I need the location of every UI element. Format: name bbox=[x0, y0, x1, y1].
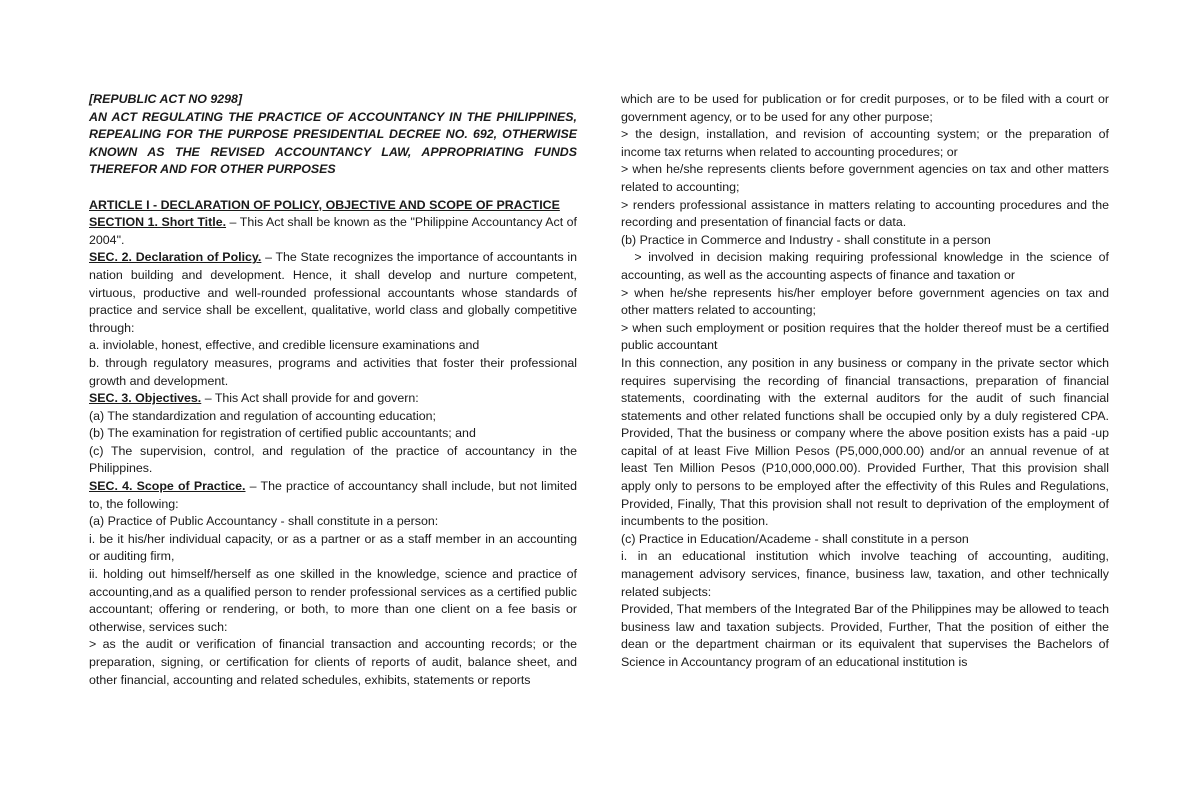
section-4-heading: SEC. 4. Scope of Practice. bbox=[89, 479, 246, 494]
section-3 bbox=[89, 390, 577, 408]
section-2 bbox=[89, 249, 577, 337]
paragraph: Provided, That members of the Integrated Bar of the Philippines may be allowed to teach business law and taxation subjects. Provided, Further, That the position of either the dean or the department chairman or its equivalent that supervises the Bachelors of Science in Accountancy program of an educational institution is bbox=[621, 602, 1109, 669]
paragraph: In this connection, any position in any business or company in the private sector which requires supervising the recording of financial transactions, preparation of financial statements, coordinating with the external auditors for the audit of such financial statements and other related functions shall be occupied only by a duly registered CPA. Provided, That the business or company where the above position exists has a paid -up capital of at least Five Million Pesos (P5,000,000.00) and/or an annual revenue of at least Ten Million Pesos (P10,000,000.00). Provided Further, That this provision shall apply only to persons to be employed after the effectivity of this Rules and Regulations, Provided, Finally, That this provision shall not result to deprivation of the employment of incumbents to the position. bbox=[621, 355, 1109, 529]
section-2-item: b. through regulatory measures, programs and activities that foster their professional growth and development. bbox=[89, 355, 577, 388]
section-3-item: (b) The examination for registration of certified public accountants; and bbox=[89, 426, 476, 441]
section-3-heading: SEC. 3. Objectives. bbox=[89, 391, 202, 406]
paragraph: > the design, installation, and revision of accounting system; or the preparation of income tax returns when related to accounting procedures; or bbox=[621, 127, 1109, 159]
paragraph: i. in an educational institution which involve teaching of accounting, auditing, management advisory services, finance, business law, taxation, and other technically related subjects: bbox=[621, 549, 1109, 599]
paragraph: (b) Practice in Commerce and Industry - shall constitute in a person bbox=[621, 232, 991, 247]
act-number: [REPUBLIC ACT NO 9298] bbox=[89, 92, 243, 106]
paragraph: > when such employment or position requires that the holder thereof must be a certified public accountant bbox=[621, 320, 1109, 353]
right-column bbox=[621, 91, 1113, 672]
section-4-body: – The practice of accountancy shall include, but not limited to, the following: bbox=[89, 479, 577, 511]
section-3-body: – This Act shall provide for and govern: bbox=[201, 391, 419, 406]
section-2-body: – The State recognizes the importance of accountants in nation building and development. Hence, it shall develop and nurture competent, virtuous, productive and well-rounded professional accountants whose standards of practice and service shall be excellent, qualitative, world class and globally competitive through: bbox=[89, 250, 577, 335]
act-title: AN ACT REGULATING THE PRACTICE OF ACCOUNTANCY IN THE PHILIPPINES, REPEALING FOR THE PURPOSE PRESIDENTIAL DECREE NO. 692, OTHERWISE KNOWN AS THE REVISED ACCOUNTANCY LAW, APPROPRIATING FUNDS THEREFOR AND FOR OTHER PURPOSES bbox=[89, 109, 577, 177]
section-3-item: (c) The supervision, control, and regulation of the practice of accountancy in the Philippines. bbox=[89, 443, 577, 476]
section-4 bbox=[89, 478, 577, 513]
section-1-body: – This Act shall be known as the "Philippine Accountancy Act of 2004". bbox=[89, 215, 577, 247]
paragraph: which are to be used for publication or for credit purposes, or to be filed with a court or government agency, or to be used for any other purpose; bbox=[621, 92, 1109, 124]
spacer bbox=[89, 179, 577, 197]
paragraph: > involved in decision making requiring professional knowledge in the science of accounting, as well as the accounting aspects of finance and taxation or bbox=[621, 250, 1113, 282]
section-2-item: a. inviolable, honest, effective, and credible licensure examinations and bbox=[89, 338, 480, 353]
section-4-item: > as the audit or verification of financial transaction and accounting records; or the preparation, signing, or certification for clients of reports of audit, balance sheet, and other financial, accounting and related schedules, exhibits, statements or reports bbox=[89, 637, 577, 687]
section-4-item: (a) Practice of Public Accountancy - shall constitute in a person: bbox=[89, 514, 439, 529]
section-1-heading: SECTION 1. Short Title. bbox=[89, 215, 227, 230]
paragraph: (c) Practice in Education/Academe - shall constitute in a person bbox=[621, 531, 969, 546]
section-4-item: i. be it his/her individual capacity, or as a partner or as a staff member in an accounting or auditing firm, bbox=[89, 531, 577, 564]
section-3-item: (a) The standardization and regulation of accounting education; bbox=[89, 408, 436, 423]
left-column bbox=[89, 91, 577, 689]
paragraph: > renders professional assistance in matters relating to accounting procedures and the recording and presentation of financial facts or data. bbox=[621, 197, 1109, 230]
section-1 bbox=[89, 214, 577, 249]
section-4-item: ii. holding out himself/herself as one skilled in the knowledge, science and practice of accounting,and as a qualified person to render professional services as a certified public accountant; offering or rendering, or both, to more than one client on a fee basis or otherwise, services such: bbox=[89, 567, 577, 634]
paragraph: > when he/she represents his/her employer before government agencies on tax and other matters related to accounting; bbox=[621, 285, 1109, 318]
article-title: ARTICLE I - DECLARATION OF POLICY, OBJECTIVE AND SCOPE OF PRACTICE bbox=[89, 197, 560, 212]
section-2-heading: SEC. 2. Declaration of Policy. bbox=[89, 250, 262, 265]
paragraph: > when he/she represents clients before government agencies on tax and other matters related to accounting; bbox=[621, 162, 1109, 194]
